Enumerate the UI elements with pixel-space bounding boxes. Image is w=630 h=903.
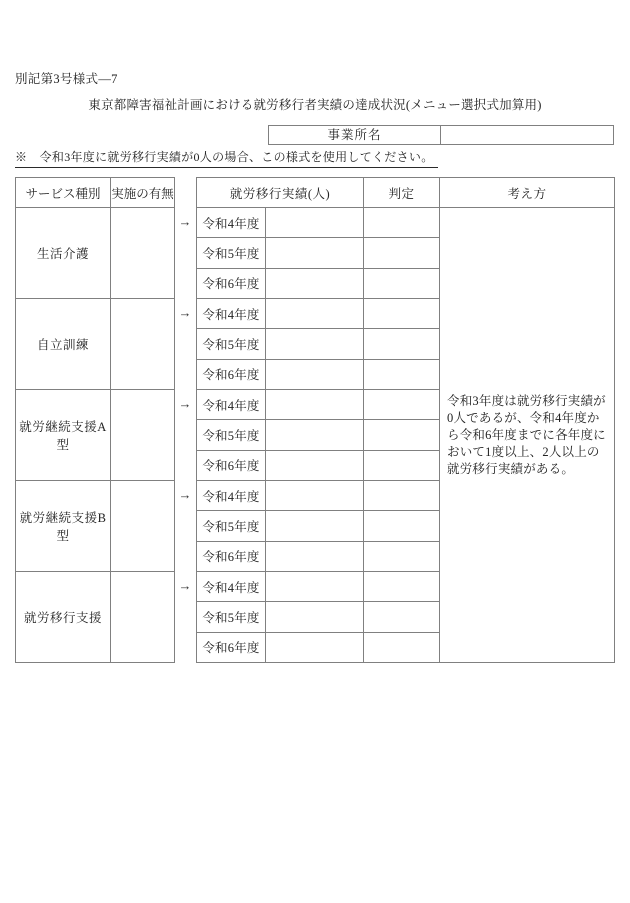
result-value-cell[interactable]: [266, 480, 364, 510]
header-judgment: 判定: [364, 178, 440, 208]
header-transition-results: 就労移行実績(人): [197, 178, 364, 208]
service-table: [15, 177, 175, 663]
year-label-cell: 令和4年度: [197, 208, 266, 238]
service-name-cell: 就労継続支援A型: [16, 390, 111, 481]
year-label-cell: 令和5年度: [197, 602, 266, 632]
judgment-cell[interactable]: [364, 632, 440, 662]
service-name-cell: 就労継続支援B型: [16, 481, 111, 572]
form-number-label: 別記第3号様式—7: [15, 72, 118, 86]
table-row: [16, 208, 175, 299]
header-service-type: サービス種別: [16, 178, 111, 208]
results-table-header-row: [197, 178, 615, 208]
judgment-cell[interactable]: [364, 329, 440, 359]
implementation-cell[interactable]: [111, 208, 175, 299]
year-label-cell: 令和5年度: [197, 238, 266, 268]
year-label-cell: 令和6年度: [197, 450, 266, 480]
judgment-cell[interactable]: [364, 480, 440, 510]
result-value-cell[interactable]: [266, 450, 364, 480]
page-title: 東京都障害福祉計画における就労移行者実績の達成状況(メニュー選択式加算用): [88, 98, 542, 112]
judgment-cell[interactable]: [364, 511, 440, 541]
year-label-cell: 令和6年度: [197, 632, 266, 662]
header-concept: 考え方: [440, 178, 615, 208]
service-table-header-row: [16, 178, 175, 208]
result-value-cell[interactable]: [266, 268, 364, 298]
judgment-cell[interactable]: [364, 298, 440, 328]
judgment-cell[interactable]: [364, 238, 440, 268]
result-value-cell[interactable]: [266, 511, 364, 541]
implementation-cell[interactable]: [111, 572, 175, 663]
year-label-cell: 令和4年度: [197, 480, 266, 510]
judgment-cell[interactable]: [364, 268, 440, 298]
year-label-cell: 令和5年度: [197, 329, 266, 359]
result-value-cell[interactable]: [266, 541, 364, 571]
concept-text-cell: 令和3年度は就労移行実績が0人であるが、令和4年度から令和6年度までに各年度において1度以上、2人以上の就労移行実績がある。: [440, 208, 615, 663]
result-value-cell[interactable]: [266, 602, 364, 632]
year-label-cell: 令和4年度: [197, 389, 266, 419]
year-label-cell: 令和5年度: [197, 420, 266, 450]
judgment-cell[interactable]: [364, 541, 440, 571]
year-label-cell: 令和5年度: [197, 511, 266, 541]
table-row: [197, 208, 615, 238]
year-label-cell: 令和4年度: [197, 571, 266, 601]
year-label-cell: 令和6年度: [197, 541, 266, 571]
arrow-right-icon: →: [178, 578, 192, 593]
result-value-cell[interactable]: [266, 571, 364, 601]
year-label-cell: 令和6年度: [197, 268, 266, 298]
arrow-right-icon: →: [178, 487, 192, 502]
result-value-cell[interactable]: [266, 208, 364, 238]
result-value-cell[interactable]: [266, 329, 364, 359]
implementation-cell[interactable]: [111, 299, 175, 390]
table-row: [16, 390, 175, 481]
result-value-cell[interactable]: [266, 632, 364, 662]
table-row: [16, 481, 175, 572]
judgment-cell[interactable]: [364, 389, 440, 419]
result-value-cell[interactable]: [266, 359, 364, 389]
office-name-box: [268, 125, 614, 145]
service-name-cell: 生活介護: [16, 208, 111, 299]
table-row: [16, 299, 175, 390]
judgment-cell[interactable]: [364, 602, 440, 632]
arrow-right-icon: →: [178, 305, 192, 320]
table-row: [16, 572, 175, 663]
year-label-cell: 令和6年度: [197, 359, 266, 389]
judgment-cell[interactable]: [364, 450, 440, 480]
result-value-cell[interactable]: [266, 238, 364, 268]
header-implementation: 実施の有無: [111, 178, 175, 208]
usage-note: ※ 令和3年度に就労移行実績が0人の場合、この様式を使用してください。: [15, 148, 438, 168]
result-value-cell[interactable]: [266, 389, 364, 419]
office-name-label: 事業所名: [268, 125, 441, 145]
implementation-cell[interactable]: [111, 390, 175, 481]
result-value-cell[interactable]: [266, 420, 364, 450]
office-name-value-cell[interactable]: [441, 125, 614, 145]
service-name-cell: 自立訓練: [16, 299, 111, 390]
judgment-cell[interactable]: [364, 208, 440, 238]
results-table: [196, 177, 615, 663]
judgment-cell[interactable]: [364, 420, 440, 450]
arrow-right-icon: →: [178, 214, 192, 229]
service-name-cell: 就労移行支援: [16, 572, 111, 663]
arrow-right-icon: →: [178, 396, 192, 411]
judgment-cell[interactable]: [364, 359, 440, 389]
result-value-cell[interactable]: [266, 298, 364, 328]
year-label-cell: 令和4年度: [197, 298, 266, 328]
judgment-cell[interactable]: [364, 571, 440, 601]
implementation-cell[interactable]: [111, 481, 175, 572]
